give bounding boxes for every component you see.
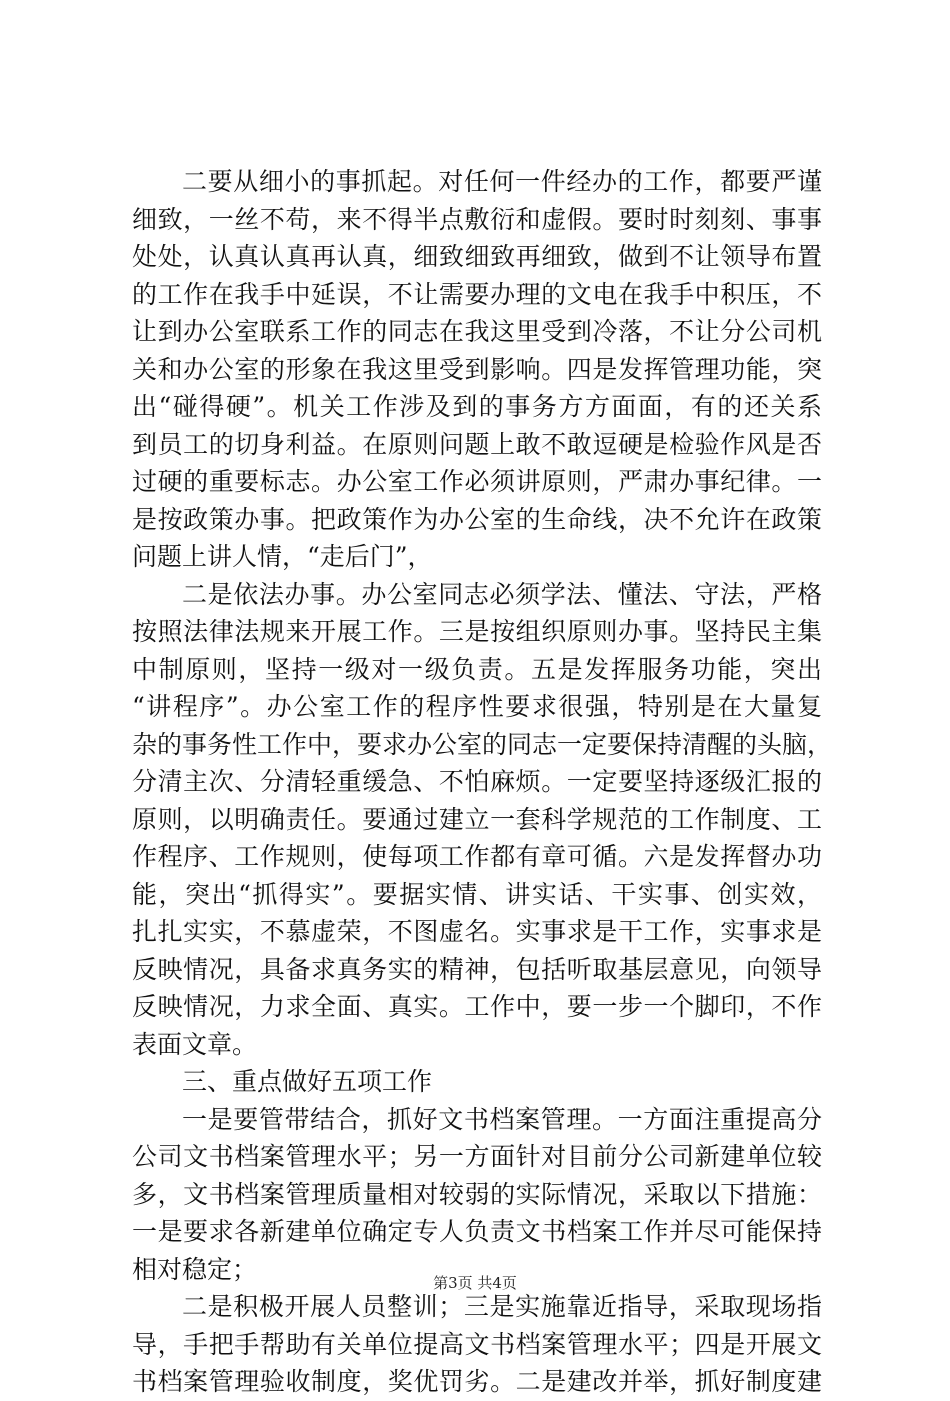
text-line: 反映情况，力求全面、真实。工作中，要一步一个脚印，不作	[132, 992, 822, 1021]
text-line: 表面文章。	[132, 1029, 258, 1059]
text-line: 关和办公室的形象在我这里受到影响。四是发挥管理功能，突	[132, 354, 822, 384]
text-line: 导，手把手帮助有关单位提高文书档案管理水平；四是开展文	[132, 1329, 822, 1359]
text-line: 问题上讲人情，“走后门”，	[132, 542, 433, 571]
text-line: 二是积极开展人员整训；三是实施靠近指导，采取现场指	[182, 1292, 822, 1321]
text-line: 细致，一丝不苟，来不得半点敷衍和虚假。要时时刻刻、事事	[132, 204, 822, 234]
text-line: 二是依法办事。办公室同志必须学法、懂法、守法，严格	[182, 579, 822, 609]
text-line: 按照法律法规来开展工作。三是按组织原则办事。坚持民主集	[132, 617, 822, 646]
text-line: “讲程序”。办公室工作的程序性要求很强，特别是在大量复	[132, 692, 822, 721]
text-line: 能，突出“抓得实”。要据实情、讲实话、干实事、创实效，	[132, 879, 822, 909]
text-line: 分清主次、分清轻重缓急、不怕麻烦。一定要坚持逐级汇报的	[132, 767, 822, 796]
text-line: 公司文书档案管理水平；另一方面针对目前分公司新建单位较	[132, 1142, 822, 1171]
text-line: 三、重点做好五项工作	[182, 1067, 433, 1096]
text-line: 中制原则，坚持一级对一级负责。五是发挥服务功能，突出	[132, 654, 822, 684]
text-line: 是按政策办事。把政策作为办公室的生命线，决不允许在政策	[132, 504, 822, 534]
text-line: 书档案管理验收制度，奖优罚劣。二是建改并举，抓好制度建	[132, 1367, 822, 1396]
text-line: 到员工的切身利益。在原则问题上敢不敢逗硬是检验作风是否	[132, 429, 822, 459]
text-line: 作程序、工作规则，使每项工作都有章可循。六是发挥督办功	[132, 842, 822, 871]
text-line: 出“碰得硬”。机关工作涉及到的事务方方面面，有的还关系	[132, 392, 822, 421]
page-footer: 第3页 共4页	[433, 1274, 517, 1292]
text-line: 多，文书档案管理质量相对较弱的实际情况，采取以下措施：	[132, 1179, 822, 1209]
text-line: 二要从细小的事抓起。对任何一件经办的工作，都要严谨	[182, 167, 822, 196]
document-body	[132, 163, 833, 1401]
text-line: 让到办公室联系工作的同志在我这里受到冷落，不让分公司机	[132, 317, 822, 346]
text-line: 一是要求各新建单位确定专人负责文书档案工作并尽可能保持	[132, 1217, 822, 1246]
text-line: 一是要管带结合，抓好文书档案管理。一方面注重提高分	[182, 1104, 822, 1134]
text-line: 原则，以明确责任。要通过建立一套科学规范的工作制度、工	[132, 804, 822, 834]
text-line: 杂的事务性工作中，要求办公室的同志一定要保持清醒的头脑，	[132, 729, 833, 759]
text-line: 相对稳定；	[132, 1254, 258, 1284]
text-line: 过硬的重要标志。办公室工作必须讲原则，严肃办事纪律。一	[132, 467, 822, 496]
text-line: 处处，认真认真再认真，细致细致再细致，做到不让领导布置	[132, 242, 822, 271]
text-line: 扎扎实实，不慕虚荣，不图虚名。实事求是干工作，实事求是	[132, 917, 822, 946]
text-line: 的工作在我手中延误，不让需要办理的文电在我手中积压，不	[132, 279, 822, 309]
text-line: 反映情况，具备求真务实的精神，包括听取基层意见，向领导	[132, 954, 822, 984]
